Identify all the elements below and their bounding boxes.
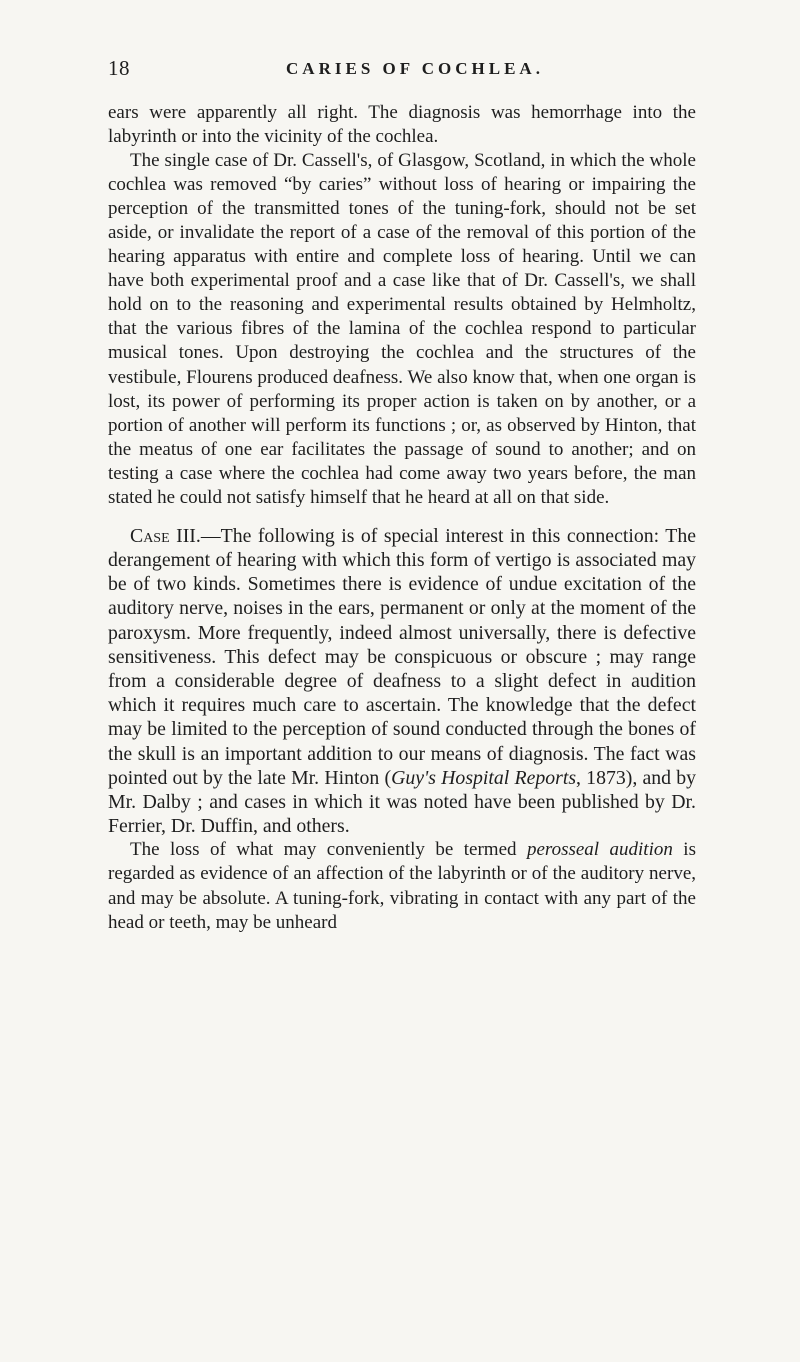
page-number: 18 (108, 56, 130, 80)
case-label: Case III. (130, 524, 201, 547)
paragraph-case-three (108, 524, 696, 839)
paragraph-cassell-case: The single case of Dr. Cassell's, of Glasgow, Scotland, in which the whole cochlea was removed “by caries” without loss of hearing or impairing the perception of the transmitted tones of the tuning-fork, should not be set aside, or invalidate the report of a case of the removal of this portion of the hearing apparatus with entire and complete loss of hearing. Until we can have both experimental proof and a case like that of Dr. Cassell's, we shall hold on to the reasoning and experimental results obtained by Helmholtz, that the various fibres of the lamina of the cochlea respond to particular musical tones. Upon destroying the cochlea and the structures of the vestibule, Flourens produced deafness. We also know that, when one organ is lost, its power of performing its proper action is taken on by another, or a portion of another will perform its functions ; or, as observed by Hinton, that the meatus of one ear facilitates the passage of sound to another; and on testing a case where the cochlea had come away two years before, the man stated he could not satisfy himself that he heard at all on that side. (108, 150, 696, 508)
citation-title: Guy's Hospital Reports (391, 766, 577, 789)
paragraph-perosseal-audition (108, 838, 696, 934)
running-head: CARIES OF COCHLEA. (286, 59, 544, 78)
perosseal-term: perosseal audition (526, 839, 673, 861)
case-text-after-reference: , 1873), and by Mr. Dalby ; and cases in which it was noted have been published by Dr. Ferrier, Dr. Duffin, and others. (108, 766, 697, 838)
page-header (108, 56, 704, 86)
perosseal-text-before: The loss of what may conveniently be termed (130, 839, 527, 861)
case-text-before-reference: —The following is of special interest in this connection: The derangement of hearing with which this form of vertigo is associated may be of two kinds. Sometimes there is evidence of undue excitation of the auditory nerve, noises in the ears, permanent or only at the moment of the paroxysm. More frequently, indeed almost universally, there is defective sensitiveness. This defect may be conspicuous or obscure ; may range from a considerable degree of deafness to a slight defect in audition which it requires much care to ascertain. The knowledge that the defect may be limited to the perception of sound conducted through the bones of the skull is an important addition to our means of diagnosis. The fact was pointed out by the late Mr. Hinton ( (108, 524, 696, 789)
perosseal-text-after: is regarded as evidence of an affection of the labyrinth or of the auditory nerve, and may be absolute. A tuning-fork, vibrating in contact with any part of the head or teeth, may be unheard (108, 839, 696, 933)
body-text (108, 101, 696, 935)
paragraph-continued: ears were apparently all right. The diagnosis was hemorrhage into the labyrinth or into the vicinity of the cochlea. (108, 102, 696, 148)
